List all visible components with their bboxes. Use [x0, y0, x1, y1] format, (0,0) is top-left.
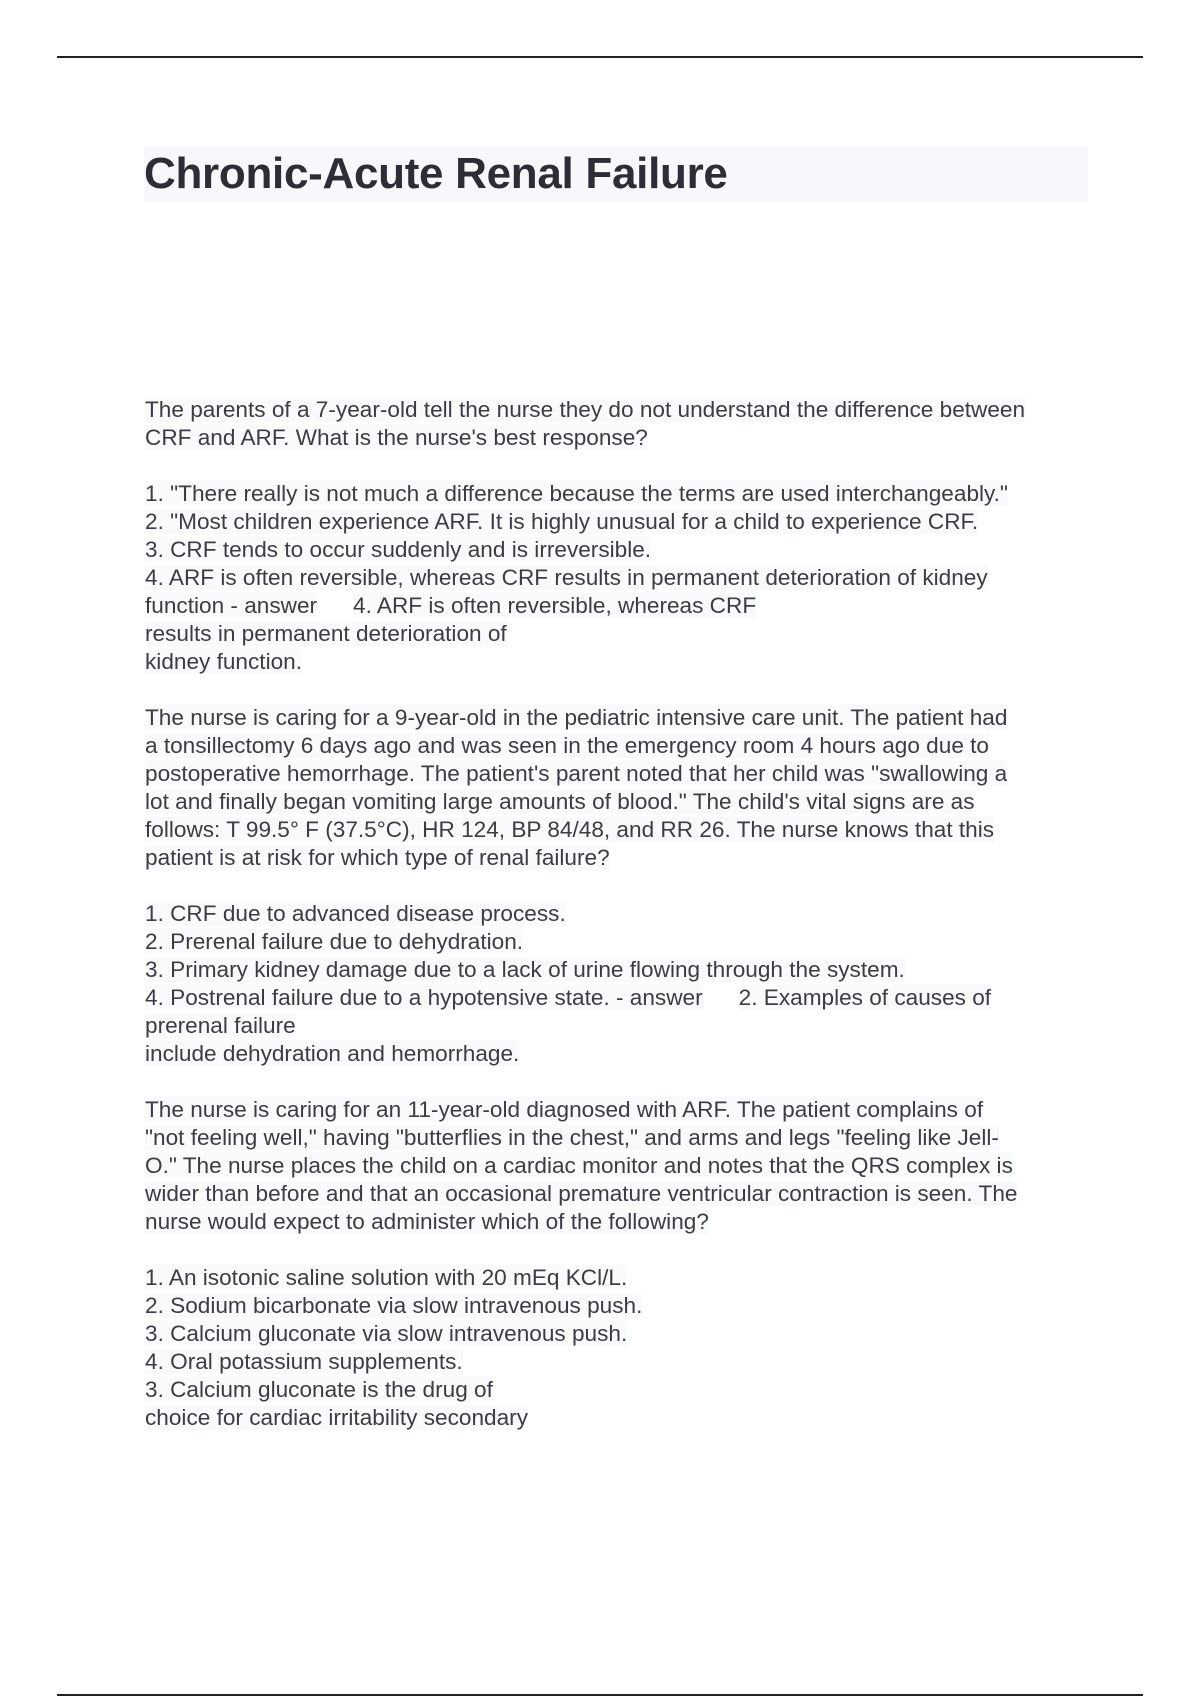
- document-body: [145, 396, 1095, 1460]
- stem-line: The nurse is caring for a 9-year-old in the pediatric intensive care unit. The patient had: [145, 705, 1008, 730]
- document-title: Chronic-Acute Renal Failure: [144, 149, 728, 198]
- stem-line: lot and finally began vomiting large amounts of blood." The child's vital signs are as: [145, 789, 975, 814]
- answer-line: 3. Calcium gluconate is the drug of: [145, 1377, 493, 1402]
- top-rule: [57, 56, 1143, 58]
- answer-line: prerenal failure: [145, 1013, 296, 1038]
- option-line: 2. Sodium bicarbonate via slow intravenous push.: [145, 1293, 643, 1318]
- question-3-options: [145, 1264, 1095, 1432]
- question-1-stem: [145, 396, 1095, 452]
- answer-line: include dehydration and hemorrhage.: [145, 1041, 520, 1066]
- question-2-stem: [145, 704, 1095, 872]
- answer-prefix: 4. Postrenal failure due to a hypotensive state. - answer: [145, 985, 703, 1010]
- option-line: 3. Calcium gluconate via slow intravenous push.: [145, 1321, 628, 1346]
- stem-line: nurse would expect to administer which of the following?: [145, 1209, 709, 1234]
- option-line: 1. An isotonic saline solution with 20 mEq KCl/L.: [145, 1265, 628, 1290]
- question-1-options: [145, 480, 1095, 676]
- option-line: 3. CRF tends to occur suddenly and is irreversible.: [145, 537, 652, 562]
- stem-line: wider than before and that an occasional premature ventricular contraction is seen. The: [145, 1181, 1018, 1206]
- answer-line: kidney function.: [145, 649, 302, 674]
- answer-prefix: function - answer: [145, 593, 318, 618]
- stem-line: O." The nurse places the child on a cardiac monitor and notes that the QRS complex is: [145, 1153, 1013, 1178]
- stem-line: patient is at risk for which type of renal failure?: [145, 845, 610, 870]
- stem-line: The nurse is caring for an 11-year-old diagnosed with ARF. The patient complains of: [145, 1097, 984, 1122]
- option-line: 4. Oral potassium supplements.: [145, 1349, 463, 1374]
- stem-line: "not feeling well," having "butterflies in the chest," and arms and legs "feeling like Jell-: [145, 1125, 999, 1150]
- option-line: 4. ARF is often reversible, whereas CRF results in permanent deterioration of kidney: [145, 565, 988, 590]
- stem-line: The parents of a 7-year-old tell the nurse they do not understand the difference between: [145, 397, 1026, 422]
- answer-line: 4. ARF is often reversible, whereas CRF: [353, 593, 757, 618]
- stem-line: follows: T 99.5° F (37.5°C), HR 124, BP 84/48, and RR 26. The nurse knows that this: [145, 817, 995, 842]
- stem-line: a tonsillectomy 6 days ago and was seen in the emergency room 4 hours ago due to: [145, 733, 990, 758]
- answer-line: results in permanent deterioration of: [145, 621, 507, 646]
- question-2-options: [145, 900, 1095, 1068]
- option-line: 2. "Most children experience ARF. It is highly unusual for a child to experience CRF.: [145, 509, 979, 534]
- option-line: 2. Prerenal failure due to dehydration.: [145, 929, 524, 954]
- bottom-rule: [57, 1694, 1143, 1696]
- option-line: 1. "There really is not much a difference because the terms are used interchangeably.": [145, 481, 1008, 506]
- answer-line: 2. Examples of causes of: [738, 985, 992, 1010]
- stem-line: CRF and ARF. What is the nurse's best response?: [145, 425, 648, 450]
- question-3-stem: [145, 1096, 1095, 1236]
- answer-line: choice for cardiac irritability secondary: [145, 1405, 528, 1430]
- title-box: [144, 146, 1088, 202]
- option-line: 3. Primary kidney damage due to a lack of urine flowing through the system.: [145, 957, 905, 982]
- option-line: 1. CRF due to advanced disease process.: [145, 901, 566, 926]
- stem-line: postoperative hemorrhage. The patient's parent noted that her child was "swallowing a: [145, 761, 1008, 786]
